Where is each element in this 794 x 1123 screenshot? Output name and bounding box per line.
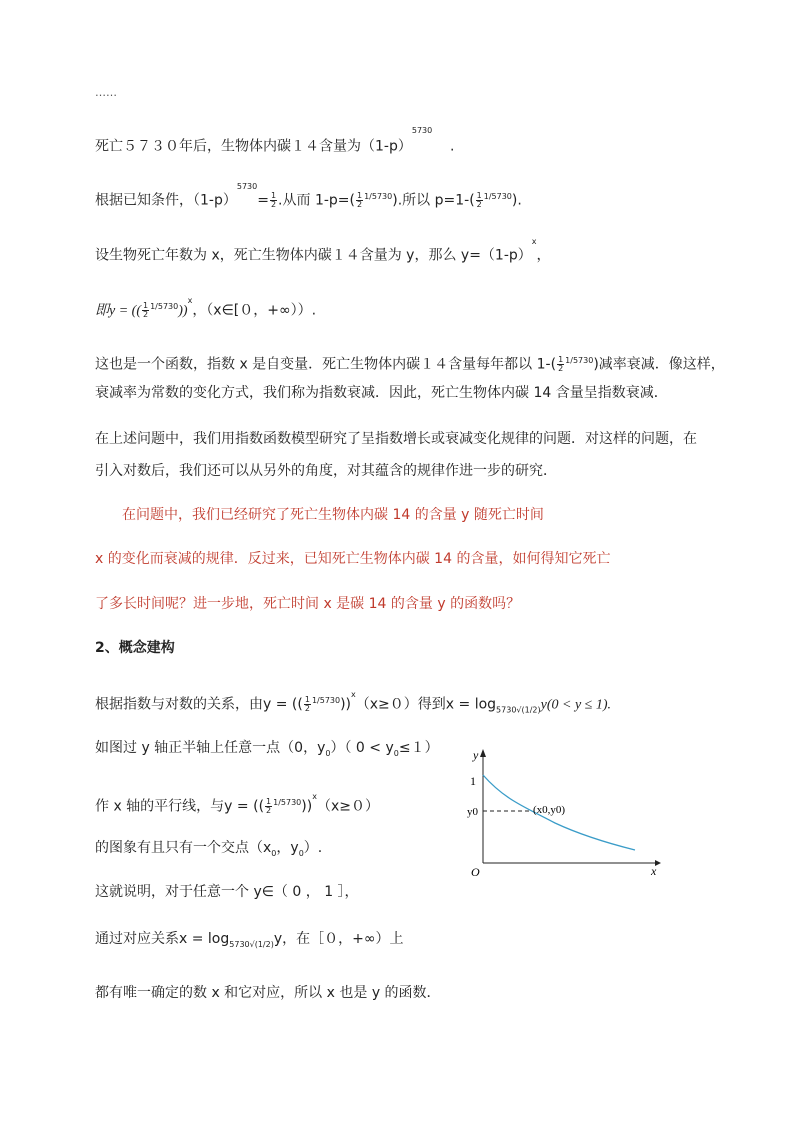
question-line-3: 了多长时间呢？进一步地，死亡时间 x 是碳 14 的含量 y 的函数吗？ [95, 596, 521, 612]
question-line-2: x 的变化而衰减的规律．反过来，已知死亡生物体内碳 14 的含量，如何得知它死亡 [95, 551, 611, 567]
para-4: 的图象有且只有一个交点（$x_0$，$y_0$）. [95, 840, 323, 858]
line-4: 即y = (( $\frac{1}{2}$ $^{1/5730}$))$^x$，（x∈[０，+∞））. [95, 296, 317, 320]
y-axis-label: y [473, 748, 479, 762]
line-2: 根据已知条件，$(1-p)^{5730}=$ $\frac{1}{2}$ .从而 1-p=( $\frac{1}{2}$ $^{1/5730}$).所以 p=1-( $\frac{1}{2}$ $^{1/5730}$). [95, 182, 522, 210]
para-5: 这就说明，对于任意一个 y∈（ 0 ， 1 ］， [95, 884, 359, 900]
para-1: 根据指数与对数的关系，由y = (( $\frac{1}{2}$ $^{1/5730}$))$^x$（x≥０）得到$x = \log_{5730√(1/2)}y(0 < y \le 1)$. [95, 690, 612, 715]
para-7: 都有唯一确定的数 x 和它对应，所以 x 也是 y 的函数． [95, 985, 441, 1001]
line-5: 这也是一个函数，指数 x 是自变量．死亡生物体内碳１４含量每年都以 1-( $\frac{1}{2}$ $^{1/5730}$)减率衰减．像这样， [95, 355, 725, 374]
origin-label: O [471, 865, 480, 879]
para-2: 如图过 y 轴正半轴上任意一点（0，$y_0$）（ $0 < y_0\le 1$） [95, 740, 439, 758]
line-8: 引入对数后，我们还可以从另外的角度，对其蕴含的规律作进一步的研究． [95, 463, 557, 479]
question-line-1: 在问题中，我们已经研究了死亡生物体内碳 14 的含量 y 随死亡时间 [122, 507, 544, 523]
line-3: 设生物死亡年数为 x，死亡生物体内碳１４含量为 y，那么 $y=(1-p)^x$， [95, 237, 551, 264]
one-label: 1 [470, 774, 476, 788]
line-7: 在上述问题中，我们用指数函数模型研究了呈指数增长或衰减变化规律的问题．对这样的问题，在 [95, 431, 697, 447]
y-axis-arrow-icon [480, 749, 486, 757]
line-6: 衰减率为常数的变化方式，我们称为指数衰减．因此，死亡生物体内碳 14 含量呈指数衰减． [95, 385, 668, 401]
para-3: 作 x 轴的平行线，与y = (( $\frac{1}{2}$ $^{1/5730}$))$^x$（x≥０） [95, 792, 379, 816]
ellipsis: …… [95, 86, 117, 99]
x-axis-label: x [651, 864, 657, 878]
line-1: 死亡５７３０年后，生物体内碳１４含量为$(1-p)^{5730}$ . [95, 126, 455, 155]
y0-label: y0 [467, 806, 478, 818]
decay-graph [455, 745, 665, 880]
section-heading: 2、概念建构 [95, 640, 175, 656]
intersection-label: (x0,y0) [533, 804, 566, 816]
para-6: 通过对应关系$x = \log_{5730√(1/2)}y$，在［０，+∞）上 [95, 931, 404, 949]
